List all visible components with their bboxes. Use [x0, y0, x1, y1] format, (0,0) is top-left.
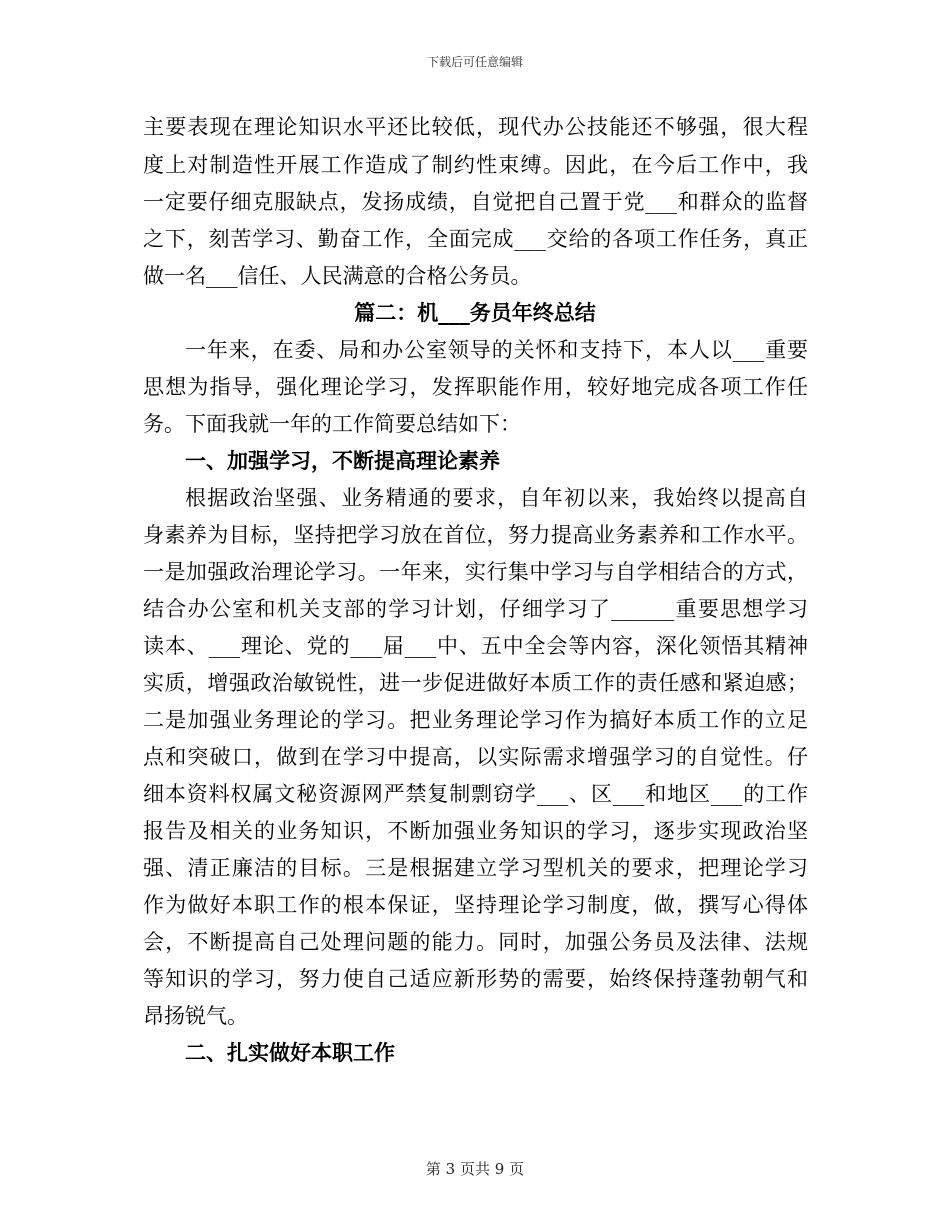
paragraph-line: 度上对制造性开展工作造成了制约性束缚。因此，在今后工作中，我	[143, 153, 808, 177]
paragraph-line: 一是加强政治理论学习。一年来，实行集中学习与自学相结合的方式，	[143, 560, 808, 584]
paragraph-line: 身素养为目标，坚持把学习放在首位，努力提高业务素养和工作水平。	[143, 523, 808, 547]
paragraph-line: 点和突破口，做到在学习中提高，以实际需求增强学习的自觉性。仔	[143, 745, 808, 769]
paragraph-line: 主要表现在理论知识水平还比较低，现代办公技能还不够强，很大程	[143, 115, 808, 139]
section-title: 篇二：机___务员年终总结	[354, 300, 596, 325]
paragraph-line: 一年来，在委、局和办公室领导的关怀和支持下，本人以___重要	[185, 338, 808, 362]
paragraph-line: 做一名___信任、人民满意的合格公务员。	[143, 264, 532, 288]
paragraph-line: 之下，刻苦学习、勤奋工作，全面完成___交给的各项工作任务，真正	[143, 227, 808, 251]
paragraph-line: 二是加强业务理论的学习。把业务理论学习作为搞好本质工作的立足	[143, 708, 808, 732]
paragraph-line: 昂扬锐气。	[143, 1004, 248, 1028]
paragraph-line: 实质，增强政治敏锐性，进一步促进做好本质工作的责任感和紧迫感；	[143, 671, 808, 695]
paragraph-line: 会，不断提高自己处理问题的能力。同时，加强公务员及法律、法规	[143, 930, 808, 954]
paragraph-line: 根据政治坚强、业务精通的要求，自年初以来，我始终以提高自	[185, 486, 808, 510]
paragraph-line: 思想为指导，强化理论学习，发挥职能作用，较好地完成各项工作任	[143, 375, 808, 399]
paragraph-line: 报告及相关的业务知识，不断加强业务知识的学习，逐步实现政治坚	[143, 819, 808, 843]
paragraph-line: 一定要仔细克服缺点，发扬成绩，自觉把自己置于党___和群众的监督	[143, 190, 808, 214]
section-heading: 二、扎实做好本职工作	[185, 1040, 395, 1065]
paragraph-line: 强、清正廉洁的目标。三是根据建立学习型机关的要求，把理论学习	[143, 856, 808, 880]
paragraph-line: 作为做好本职工作的根本保证，坚持理论学习制度，做，撰写心得体	[143, 893, 808, 917]
paragraph-line: 结合办公室和机关支部的学习计划，仔细学习了______重要思想学习	[143, 597, 808, 621]
paragraph-line: 等知识的学习，努力使自己适应新形势的需要，始终保持蓬勃朝气和	[143, 967, 808, 991]
paragraph-line: 细本资料权属文秘资源网严禁复制剽窃学___、区___和地区___的工作	[143, 782, 808, 806]
page-header: 下载后可任意编辑	[426, 55, 523, 69]
page-number: 第 3 页共 9 页	[425, 1160, 525, 1178]
paragraph-line: 读本、___理论、党的___届___中、五中全会等内容，深化领悟其精神	[143, 634, 808, 658]
section-heading: 一、加强学习，不断提高理论素养	[185, 448, 500, 473]
paragraph-line: 务。下面我就一年的工作简要总结如下：	[143, 412, 521, 436]
